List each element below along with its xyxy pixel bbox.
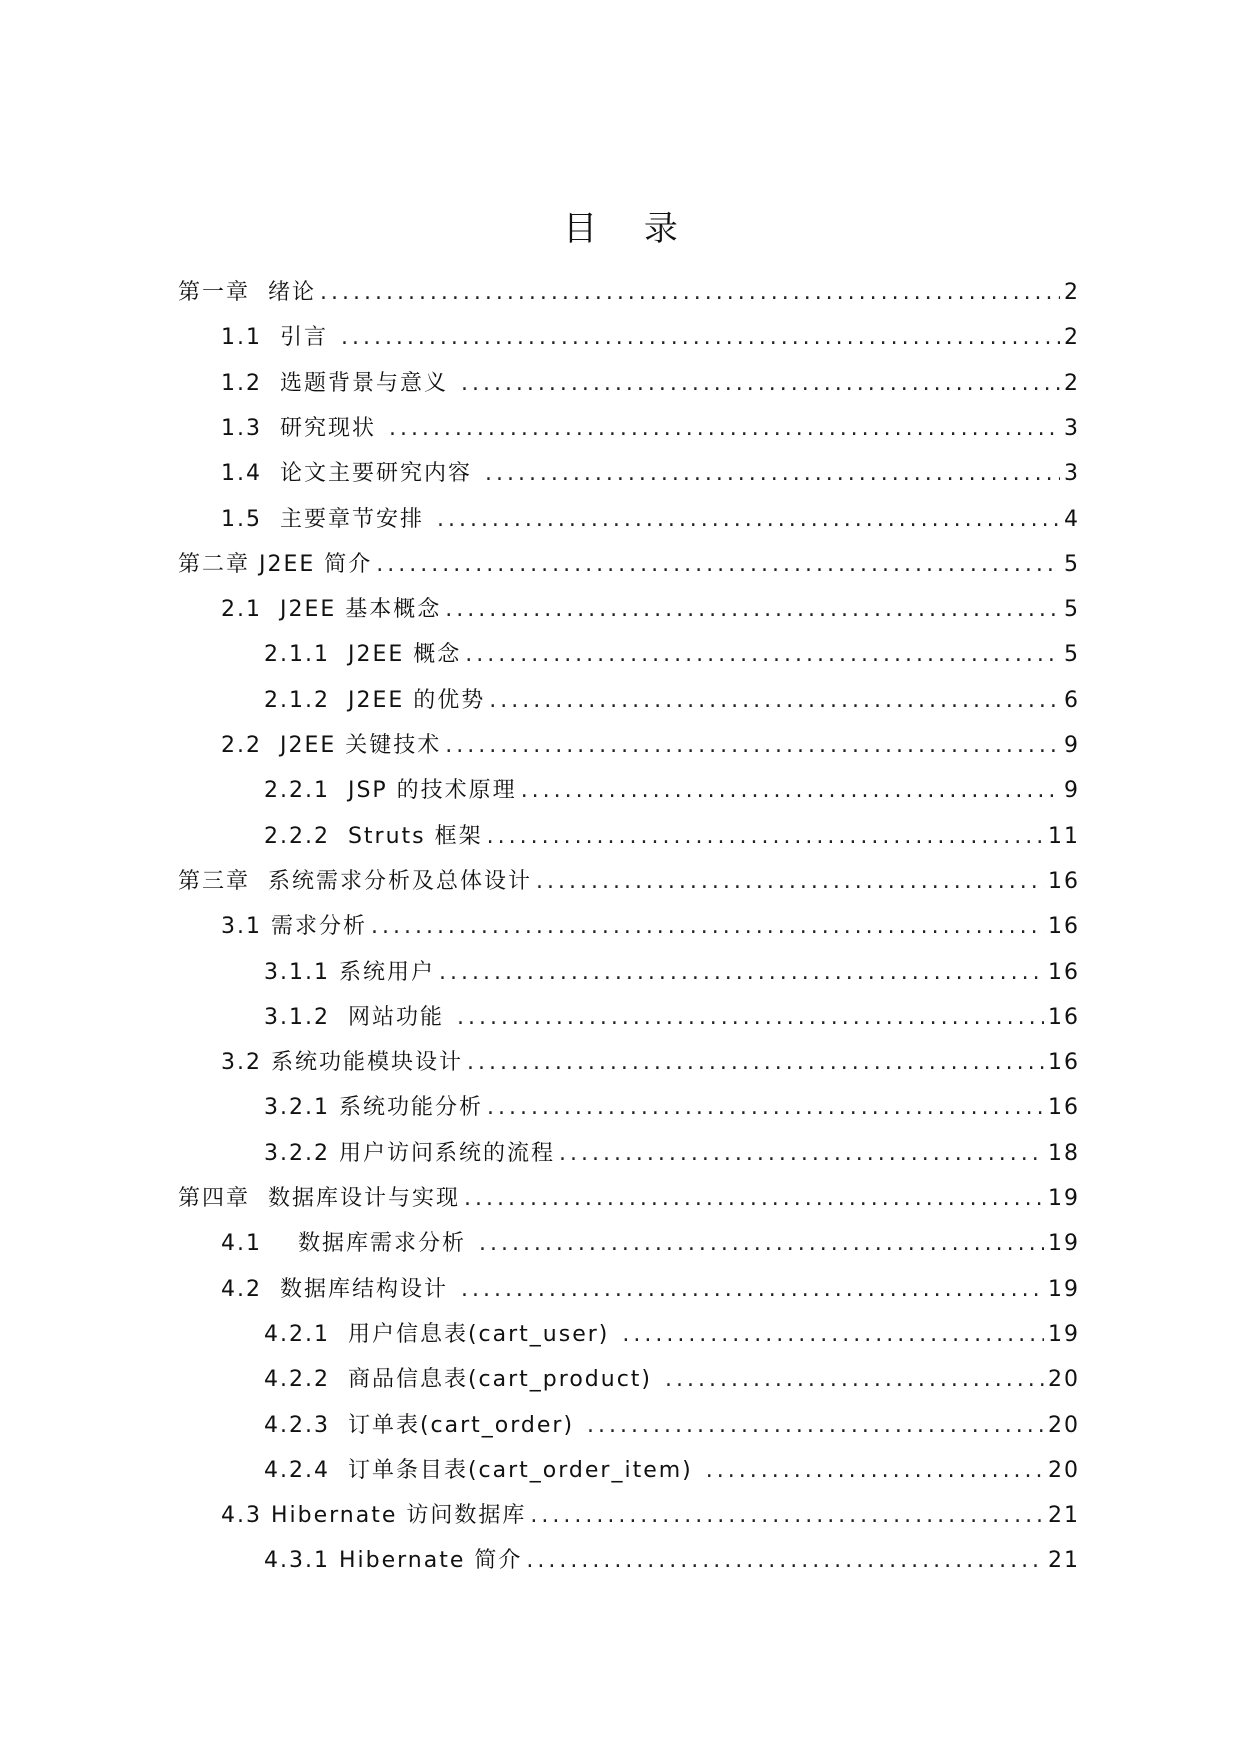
page-title: 目 录	[563, 209, 696, 249]
toc-leader-dots	[479, 1221, 1044, 1267]
toc-leader-dots	[320, 270, 1060, 316]
toc-entry-page: 20	[1048, 1457, 1080, 1483]
toc-entry-title: 2.2.2 Struts 框架	[264, 823, 483, 849]
toc-entry-page: 16	[1048, 1095, 1080, 1121]
toc-entry[interactable]	[0, 1267, 1241, 1313]
toc-leader-dots	[457, 995, 1044, 1041]
toc-entry-page: 2	[1064, 325, 1080, 351]
toc-leader-dots	[341, 315, 1060, 361]
toc-entry-page: 21	[1048, 1548, 1080, 1574]
toc-entry[interactable]	[0, 542, 1241, 588]
toc-leader-dots	[587, 1403, 1044, 1449]
toc-entry[interactable]	[0, 1176, 1241, 1222]
toc-entry-page: 19	[1048, 1231, 1080, 1257]
toc-entry[interactable]	[0, 451, 1241, 497]
toc-entry-page: 5	[1064, 642, 1080, 668]
toc-entry-page: 9	[1064, 778, 1080, 804]
toc-entry[interactable]	[0, 859, 1241, 905]
toc-entry-page: 3	[1064, 415, 1080, 441]
toc-entry[interactable]	[0, 587, 1241, 633]
toc-entry-title: 2.1.2 J2EE 的优势	[264, 687, 486, 713]
toc-entry-page: 3	[1064, 461, 1080, 487]
toc-entry-title: 4.3.1 Hibernate 简介	[264, 1548, 523, 1574]
toc-entry-title: 4.2 数据库结构设计	[221, 1276, 457, 1302]
toc-entry-page: 19	[1048, 1186, 1080, 1211]
toc-entry-page: 16	[1048, 1004, 1080, 1030]
toc-leader-dots	[437, 497, 1060, 543]
toc-entry-title: 第四章 数据库设计与实现	[178, 1186, 460, 1211]
toc-entry-page: 2	[1064, 370, 1080, 396]
toc-entry-page: 5	[1064, 597, 1080, 623]
toc-entry-page: 4	[1064, 506, 1080, 532]
toc-entry[interactable]	[0, 1040, 1241, 1086]
toc-leader-dots	[665, 1357, 1044, 1403]
toc-entry-title: 1.4 论文主要研究内容	[221, 461, 481, 487]
toc-leader-dots	[464, 1176, 1044, 1222]
toc-leader-dots	[461, 361, 1060, 407]
toc-entry-title: 1.5 主要章节安排	[221, 506, 433, 532]
toc-entry-page: 11	[1048, 823, 1080, 849]
toc-entry-title: 4.2.2 商品信息表(cart_product)	[264, 1367, 661, 1393]
toc-entry-title: 4.3 Hibernate 访问数据库	[221, 1503, 527, 1529]
toc-entry-title: 2.2.1 JSP 的技术原理	[264, 778, 517, 804]
toc-entry-title: 4.1 数据库需求分析	[221, 1231, 475, 1257]
toc-entry-page: 6	[1064, 687, 1080, 713]
toc-leader-dots	[530, 1493, 1044, 1539]
toc-entry[interactable]	[0, 1357, 1241, 1403]
toc-entry[interactable]	[0, 361, 1241, 407]
toc-entry-title: 2.1 J2EE 基本概念	[221, 597, 442, 623]
toc-leader-dots	[376, 542, 1060, 588]
toc-leader-dots	[389, 406, 1060, 452]
toc-entry-title: 3.2.1 系统功能分析	[264, 1095, 483, 1121]
toc-entry[interactable]	[0, 1448, 1241, 1494]
toc-leader-dots	[489, 678, 1060, 724]
toc-leader-dots	[487, 814, 1044, 860]
toc-entry[interactable]	[0, 1131, 1241, 1177]
toc-entry-page: 20	[1048, 1412, 1080, 1438]
toc-leader-dots	[445, 723, 1060, 769]
toc-entry-title: 4.2.1 用户信息表(cart_user)	[264, 1321, 619, 1347]
toc-entry[interactable]	[0, 406, 1241, 452]
toc-entry-page: 5	[1064, 551, 1080, 577]
toc-entry-title: 2.1.1 J2EE 概念	[264, 642, 462, 668]
toc-entry-title: 1.2 选题背景与意义	[221, 370, 457, 396]
toc-entry-title: 4.2.4 订单条目表(cart_order_item)	[264, 1457, 702, 1483]
toc-entry-title: 3.1.1 系统用户	[264, 959, 435, 985]
toc-leader-dots	[371, 904, 1044, 950]
toc-entry[interactable]	[0, 632, 1241, 678]
toc-entry[interactable]	[0, 768, 1241, 814]
toc-entry-page: 19	[1048, 1276, 1080, 1302]
toc-entry-page: 16	[1048, 914, 1080, 940]
toc-entry-page: 18	[1048, 1140, 1080, 1166]
toc-leader-dots	[467, 1040, 1044, 1086]
toc-entry-title: 4.2.3 订单表(cart_order)	[264, 1412, 584, 1438]
toc-entry[interactable]	[0, 904, 1241, 950]
toc-entry[interactable]	[0, 995, 1241, 1041]
toc-entry[interactable]	[0, 1493, 1241, 1539]
toc-leader-dots	[521, 768, 1060, 814]
toc-entry[interactable]	[0, 270, 1241, 316]
toc-entry-page: 19	[1048, 1321, 1080, 1347]
toc-entry[interactable]	[0, 1085, 1241, 1131]
toc-entry-title: 2.2 J2EE 关键技术	[221, 733, 442, 758]
toc-entry[interactable]	[0, 1312, 1241, 1358]
toc-entry-title: 第三章 系统需求分析及总体设计	[178, 868, 532, 894]
toc-entry-page: 21	[1048, 1503, 1080, 1529]
toc-entry-title: 3.2.2 用户访问系统的流程	[264, 1140, 555, 1166]
toc-entry-page: 9	[1064, 733, 1080, 758]
toc-entry[interactable]	[0, 1221, 1241, 1267]
toc-entry-title: 第二章 J2EE 简介	[178, 551, 373, 577]
toc-entry-page: 16	[1048, 1050, 1080, 1076]
toc-leader-dots	[439, 950, 1044, 996]
toc-entry-title: 3.1.2 网站功能	[264, 1004, 453, 1030]
toc-leader-dots	[465, 632, 1060, 678]
toc-leader-dots	[526, 1538, 1044, 1584]
toc-entry-title: 1.1 引言	[221, 325, 337, 351]
toc-entry[interactable]	[0, 1403, 1241, 1449]
toc-leader-dots	[487, 1085, 1044, 1131]
toc-leader-dots	[706, 1448, 1044, 1494]
toc-entry-page: 2	[1064, 280, 1080, 305]
toc-entry-page: 16	[1048, 868, 1080, 894]
toc-entry-title: 第一章 绪论	[178, 280, 316, 305]
toc-entry[interactable]	[0, 1538, 1241, 1584]
toc-leader-dots	[622, 1312, 1044, 1358]
toc-entry-page: 20	[1048, 1367, 1080, 1393]
toc-entry[interactable]	[0, 814, 1241, 860]
toc-entry[interactable]	[0, 950, 1241, 996]
toc-leader-dots	[536, 859, 1044, 905]
toc-entry[interactable]	[0, 315, 1241, 361]
toc-entry-title: 3.2 系统功能模块设计	[221, 1050, 463, 1076]
toc-entry-title: 3.1 需求分析	[221, 914, 367, 940]
toc-entry[interactable]	[0, 723, 1241, 769]
toc-entry[interactable]	[0, 497, 1241, 543]
toc-leader-dots	[445, 587, 1060, 633]
toc-entry-title: 1.3 研究现状	[221, 415, 385, 441]
toc-leader-dots	[461, 1267, 1044, 1313]
toc-leader-dots	[485, 451, 1060, 497]
toc-leader-dots	[559, 1131, 1044, 1177]
toc-entry-page: 16	[1048, 959, 1080, 985]
toc-entry[interactable]	[0, 678, 1241, 724]
